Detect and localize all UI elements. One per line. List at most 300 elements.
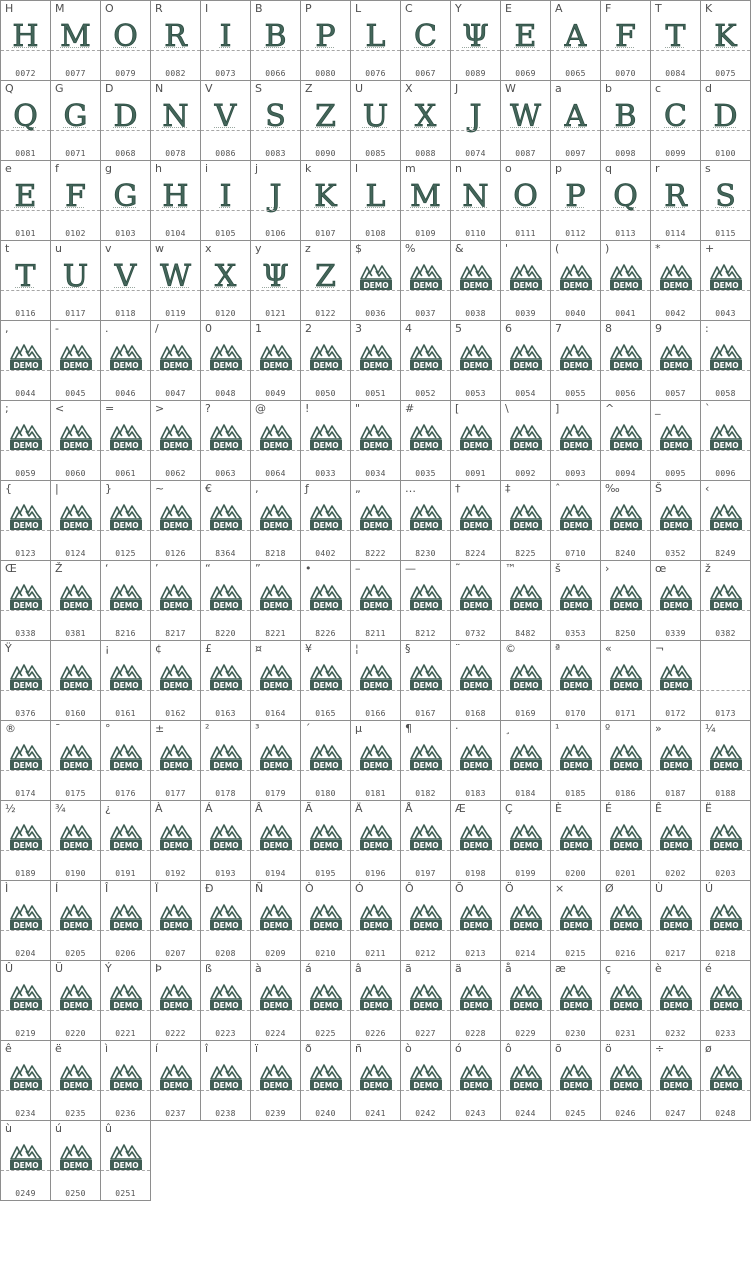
glyph-character-label: ˆ — [555, 482, 561, 495]
baseline-guide — [1, 850, 50, 851]
glyph-cell — [401, 801, 451, 881]
demo-badge — [659, 421, 693, 451]
glyph-character-label: K — [705, 2, 713, 15]
glyph-preview-text: G — [113, 179, 138, 214]
glyph-preview-text: X — [414, 99, 437, 134]
baseline-guide — [301, 450, 350, 451]
glyph-character-label: £ — [205, 642, 212, 655]
glyph-character-label: q — [605, 162, 612, 175]
demo-badge — [259, 581, 293, 611]
baseline-guide — [101, 610, 150, 611]
baseline-guide — [151, 210, 200, 211]
glyph-character-label: Î — [105, 882, 109, 895]
glyph-cell — [551, 561, 601, 641]
baseline-guide — [51, 1010, 100, 1011]
glyph-code-label: 0073 — [215, 69, 236, 78]
glyph-code-label: 0126 — [165, 549, 186, 558]
glyph-cell — [1, 721, 51, 801]
demo-badge — [309, 741, 343, 771]
baseline-guide — [151, 930, 200, 931]
demo-badge — [609, 581, 643, 611]
demo-badge — [9, 1141, 43, 1171]
glyph-character-label: ³ — [255, 722, 260, 735]
glyph-code-label: 0174 — [15, 789, 36, 798]
baseline-guide — [551, 930, 600, 931]
glyph-preview — [151, 20, 200, 54]
glyph-cell — [651, 1, 701, 81]
glyph-cell — [451, 161, 501, 241]
glyph-cell — [351, 161, 401, 241]
glyph-code-label: 0184 — [515, 789, 536, 798]
glyph-cell — [601, 641, 651, 721]
glyph-preview — [301, 260, 350, 294]
demo-badge — [309, 581, 343, 611]
demo-badge — [359, 501, 393, 531]
demo-badge-icon — [709, 901, 743, 931]
glyph-code-label: 0095 — [665, 469, 686, 478]
glyph-code-label: 0119 — [165, 309, 186, 318]
glyph-code-label: 0172 — [665, 709, 686, 718]
glyph-code-label: 0042 — [665, 309, 686, 318]
demo-badge-icon — [409, 341, 443, 371]
demo-badge-label: DEMO — [63, 921, 89, 930]
glyph-code-label: 0232 — [665, 1029, 686, 1038]
demo-badge-icon — [109, 421, 143, 451]
demo-badge-label: DEMO — [663, 281, 689, 290]
baseline-guide — [1, 770, 50, 771]
baseline-guide — [651, 530, 700, 531]
glyph-code-label: 0179 — [265, 789, 286, 798]
glyph-preview-text: Z — [315, 99, 336, 134]
demo-badge-label: DEMO — [663, 1001, 689, 1010]
demo-badge-icon — [509, 661, 543, 691]
glyph-code-label: 0106 — [265, 229, 286, 238]
glyph-preview — [451, 180, 500, 214]
glyph-preview — [551, 20, 600, 54]
glyph-character-label: ´ — [305, 722, 311, 735]
glyph-cell — [251, 641, 301, 721]
glyph-character-label: B — [255, 2, 263, 15]
glyph-cell — [101, 561, 151, 641]
baseline-guide — [651, 930, 700, 931]
demo-badge-label: DEMO — [63, 1081, 89, 1090]
demo-badge-icon — [9, 901, 43, 931]
demo-badge — [59, 661, 93, 691]
demo-badge — [559, 501, 593, 531]
glyph-code-label: 0173 — [715, 709, 736, 718]
demo-badge — [159, 821, 193, 851]
glyph-preview — [101, 100, 150, 134]
glyph-character-label: ö — [605, 1042, 612, 1055]
baseline-guide — [51, 290, 100, 291]
demo-badge — [409, 901, 443, 931]
demo-badge-icon — [109, 581, 143, 611]
glyph-preview — [151, 260, 200, 294]
glyph-cell — [251, 561, 301, 641]
baseline-guide — [301, 610, 350, 611]
glyph-cell — [701, 1, 751, 81]
demo-badge-label: DEMO — [13, 1081, 39, 1090]
baseline-guide — [1, 1090, 50, 1091]
demo-badge-icon — [109, 1061, 143, 1091]
demo-badge-label: DEMO — [713, 1001, 739, 1010]
demo-badge-icon — [359, 1061, 393, 1091]
glyph-cell — [551, 481, 601, 561]
demo-badge-icon — [459, 261, 493, 291]
glyph-cell — [201, 721, 251, 801]
glyph-character-label: Ë — [705, 802, 712, 815]
baseline-guide — [551, 610, 600, 611]
baseline-guide — [101, 450, 150, 451]
glyph-cell — [1, 81, 51, 161]
demo-badge — [409, 1061, 443, 1091]
glyph-preview-text: D — [713, 99, 738, 134]
glyph-cell — [551, 161, 601, 241]
glyph-character-label: A — [555, 2, 563, 15]
glyph-preview — [51, 260, 100, 294]
glyph-preview — [401, 180, 450, 214]
glyph-cell — [551, 641, 601, 721]
demo-badge-label: DEMO — [563, 761, 589, 770]
demo-badge — [309, 821, 343, 851]
glyph-code-label: 0107 — [315, 229, 336, 238]
demo-badge-icon — [309, 341, 343, 371]
glyph-code-label: 0193 — [215, 869, 236, 878]
demo-badge-label: DEMO — [313, 361, 339, 370]
demo-badge-label: DEMO — [13, 761, 39, 770]
demo-badge — [109, 821, 143, 851]
baseline-guide — [351, 770, 400, 771]
demo-badge — [109, 1061, 143, 1091]
glyph-character-label: Ð — [205, 882, 214, 895]
glyph-preview-text: B — [264, 19, 287, 54]
baseline-guide — [351, 210, 400, 211]
baseline-guide — [501, 770, 550, 771]
glyph-code-label: 0219 — [15, 1029, 36, 1038]
demo-badge-label: DEMO — [463, 841, 489, 850]
glyph-cell — [551, 81, 601, 161]
demo-badge-icon — [59, 581, 93, 611]
demo-badge — [259, 661, 293, 691]
glyph-character-label: ¢ — [155, 642, 162, 655]
glyph-cell — [251, 961, 301, 1041]
demo-badge-icon — [409, 901, 443, 931]
glyph-code-label: 0044 — [15, 389, 36, 398]
demo-badge — [559, 421, 593, 451]
demo-badge — [509, 1061, 543, 1091]
glyph-cell — [101, 801, 151, 881]
demo-badge-label: DEMO — [13, 1001, 39, 1010]
glyph-cell — [451, 241, 501, 321]
glyph-cell — [101, 641, 151, 721]
glyph-preview-text: S — [715, 179, 736, 214]
glyph-cell — [401, 961, 451, 1041]
baseline-guide — [101, 50, 150, 51]
demo-badge — [259, 741, 293, 771]
glyph-character-label: n — [455, 162, 462, 175]
glyph-preview — [451, 100, 500, 134]
baseline-guide — [551, 1010, 600, 1011]
demo-badge-label: DEMO — [113, 1161, 139, 1170]
demo-badge-icon — [559, 981, 593, 1011]
demo-badge — [609, 661, 643, 691]
glyph-character-label: r — [655, 162, 660, 175]
glyph-code-label: 8220 — [215, 629, 236, 638]
baseline-guide — [151, 850, 200, 851]
glyph-character-label: ˜ — [455, 562, 461, 575]
glyph-cell — [251, 161, 301, 241]
demo-badge — [509, 821, 543, 851]
glyph-cell — [701, 881, 751, 961]
glyph-cell — [51, 241, 101, 321]
glyph-character-label: b — [605, 82, 612, 95]
glyph-character-label: ( — [555, 242, 560, 255]
glyph-code-label: 0088 — [415, 149, 436, 158]
demo-badge — [59, 901, 93, 931]
glyph-code-label: 0248 — [715, 1109, 736, 1118]
demo-badge-label: DEMO — [63, 361, 89, 370]
glyph-cell — [501, 321, 551, 401]
glyph-preview — [701, 100, 750, 134]
glyph-character-label: ä — [455, 962, 462, 975]
glyph-character-label: ë — [55, 1042, 62, 1055]
glyph-preview-text: T — [665, 19, 686, 54]
demo-badge-icon — [559, 581, 593, 611]
glyph-preview-text: T — [15, 259, 36, 294]
glyph-character-label: s — [705, 162, 711, 175]
demo-badge — [509, 581, 543, 611]
glyph-character-label: „ — [355, 482, 361, 495]
glyph-cell — [501, 961, 551, 1041]
glyph-code-label: 0161 — [115, 709, 136, 718]
glyph-preview-text: N — [162, 99, 189, 134]
demo-badge-label: DEMO — [163, 921, 189, 930]
glyph-preview-text: X — [214, 259, 237, 294]
glyph-code-label: 0197 — [415, 869, 436, 878]
demo-badge-label: DEMO — [413, 441, 439, 450]
baseline-guide — [101, 850, 150, 851]
baseline-guide — [51, 450, 100, 451]
demo-badge — [309, 981, 343, 1011]
glyph-character-label: Æ — [455, 802, 466, 815]
glyph-code-label: 0175 — [65, 789, 86, 798]
glyph-code-label: 0180 — [315, 789, 336, 798]
demo-badge-label: DEMO — [563, 361, 589, 370]
baseline-guide — [1, 50, 50, 51]
glyph-preview — [251, 180, 300, 214]
baseline-guide — [501, 1090, 550, 1091]
baseline-guide — [351, 290, 400, 291]
glyph-cell — [501, 1, 551, 81]
demo-badge-icon — [209, 581, 243, 611]
glyph-character-label: … — [405, 482, 416, 495]
demo-badge-icon — [9, 661, 43, 691]
glyph-code-label: 0108 — [365, 229, 386, 238]
glyph-cell — [701, 801, 751, 881]
glyph-code-label: 0034 — [365, 469, 386, 478]
glyph-preview-text: N — [462, 179, 489, 214]
demo-badge-label: DEMO — [513, 1081, 539, 1090]
demo-badge-icon — [509, 581, 543, 611]
demo-badge-label: DEMO — [513, 601, 539, 610]
glyph-character-label: ¹ — [555, 722, 560, 735]
glyph-code-label: 0091 — [465, 469, 486, 478]
demo-badge-icon — [659, 821, 693, 851]
glyph-cell — [601, 1041, 651, 1121]
glyph-preview — [451, 20, 500, 54]
baseline-guide — [451, 130, 500, 131]
demo-badge-label: DEMO — [213, 601, 239, 610]
glyph-code-label: 0046 — [115, 389, 136, 398]
glyph-cell — [601, 961, 651, 1041]
glyph-character-label: & — [455, 242, 464, 255]
glyph-preview-text: J — [269, 179, 282, 214]
demo-badge-label: DEMO — [563, 1081, 589, 1090]
demo-badge-label: DEMO — [163, 601, 189, 610]
demo-badge — [459, 581, 493, 611]
glyph-cell — [601, 81, 651, 161]
baseline-guide — [701, 290, 750, 291]
demo-badge-icon — [259, 821, 293, 851]
glyph-cell — [401, 481, 451, 561]
glyph-character-label: Q — [5, 82, 14, 95]
baseline-guide — [651, 770, 700, 771]
glyph-preview — [251, 20, 300, 54]
glyph-cell — [1, 481, 51, 561]
glyph-preview — [501, 180, 550, 214]
glyph-cell — [451, 1041, 501, 1121]
demo-badge — [409, 341, 443, 371]
glyph-code-label: 0218 — [715, 949, 736, 958]
glyph-code-label: 0212 — [415, 949, 436, 958]
demo-badge-icon — [559, 501, 593, 531]
demo-badge-label: DEMO — [713, 761, 739, 770]
glyph-preview-text: U — [62, 259, 89, 294]
demo-badge-icon — [559, 1061, 593, 1091]
baseline-guide — [651, 1010, 700, 1011]
demo-badge — [109, 421, 143, 451]
glyph-code-label: 0078 — [165, 149, 186, 158]
baseline-guide — [351, 450, 400, 451]
demo-badge-label: DEMO — [363, 1081, 389, 1090]
demo-badge-icon — [459, 421, 493, 451]
demo-badge-icon — [109, 901, 143, 931]
demo-badge-label: DEMO — [113, 761, 139, 770]
demo-badge-label: DEMO — [163, 361, 189, 370]
glyph-cell — [201, 961, 251, 1041]
glyph-cell — [601, 561, 651, 641]
demo-badge-label: DEMO — [613, 521, 639, 530]
demo-badge-label: DEMO — [263, 1001, 289, 1010]
glyph-character-label: ¿ — [105, 802, 111, 815]
demo-badge-icon — [59, 421, 93, 451]
glyph-character-label: Ô — [405, 882, 414, 895]
baseline-guide — [101, 290, 150, 291]
glyph-preview-text: K — [714, 19, 737, 54]
glyph-preview — [251, 100, 300, 134]
glyph-code-label: 0233 — [715, 1029, 736, 1038]
glyph-cell — [101, 401, 151, 481]
glyph-character-label: ß — [205, 962, 212, 975]
demo-badge-icon — [159, 421, 193, 451]
glyph-cell — [601, 481, 651, 561]
glyph-cell — [151, 641, 201, 721]
glyph-character-label: e — [5, 162, 12, 175]
demo-badge-icon — [509, 261, 543, 291]
demo-badge-icon — [309, 581, 343, 611]
demo-badge — [459, 981, 493, 1011]
demo-badge-icon — [509, 901, 543, 931]
demo-badge-icon — [559, 821, 593, 851]
glyph-code-label: 0033 — [315, 469, 336, 478]
demo-badge — [509, 901, 543, 931]
demo-badge-label: DEMO — [613, 281, 639, 290]
demo-badge-label: DEMO — [13, 841, 39, 850]
demo-badge — [459, 261, 493, 291]
demo-badge — [259, 901, 293, 931]
glyph-character-label: Í — [55, 882, 59, 895]
demo-badge-icon — [609, 501, 643, 531]
glyph-cell — [1, 1, 51, 81]
glyph-cell — [151, 401, 201, 481]
baseline-guide — [551, 210, 600, 211]
baseline-guide — [201, 930, 250, 931]
baseline-guide — [451, 1010, 500, 1011]
demo-badge-label: DEMO — [463, 361, 489, 370]
baseline-guide — [301, 50, 350, 51]
glyph-cell — [701, 161, 751, 241]
glyph-preview-text: C — [664, 99, 687, 134]
demo-badge-icon — [609, 261, 643, 291]
demo-badge-icon — [659, 1061, 693, 1091]
glyph-code-label: 0076 — [365, 69, 386, 78]
demo-badge-icon — [709, 1061, 743, 1091]
baseline-guide — [101, 930, 150, 931]
demo-badge — [509, 661, 543, 691]
glyph-character-label: Ã — [305, 802, 313, 815]
demo-badge-icon — [359, 341, 393, 371]
glyph-character-label: o — [505, 162, 512, 175]
glyph-code-label: 0120 — [215, 309, 236, 318]
demo-badge — [359, 1061, 393, 1091]
glyph-code-label: 0036 — [365, 309, 386, 318]
glyph-cell — [51, 561, 101, 641]
glyph-code-label: 0238 — [215, 1109, 236, 1118]
glyph-code-label: 0110 — [465, 229, 486, 238]
baseline-guide — [101, 1170, 150, 1171]
glyph-preview — [601, 180, 650, 214]
baseline-guide — [151, 290, 200, 291]
baseline-guide — [401, 930, 450, 931]
glyph-code-label: 0170 — [565, 709, 586, 718]
glyph-code-label: 8249 — [715, 549, 736, 558]
glyph-preview-text: I — [219, 179, 232, 214]
demo-badge — [109, 741, 143, 771]
glyph-character-label: ¨ — [455, 642, 461, 655]
glyph-code-label: 0074 — [465, 149, 486, 158]
demo-badge-label: DEMO — [413, 361, 439, 370]
demo-badge — [109, 981, 143, 1011]
demo-badge-label: DEMO — [13, 921, 39, 930]
glyph-character-label: 9 — [655, 322, 662, 335]
demo-badge-icon — [609, 421, 643, 451]
demo-badge — [59, 581, 93, 611]
glyph-character-label: Þ — [155, 962, 162, 975]
demo-badge-icon — [409, 581, 443, 611]
baseline-guide — [601, 1010, 650, 1011]
baseline-guide — [1, 530, 50, 531]
glyph-cell — [51, 81, 101, 161]
